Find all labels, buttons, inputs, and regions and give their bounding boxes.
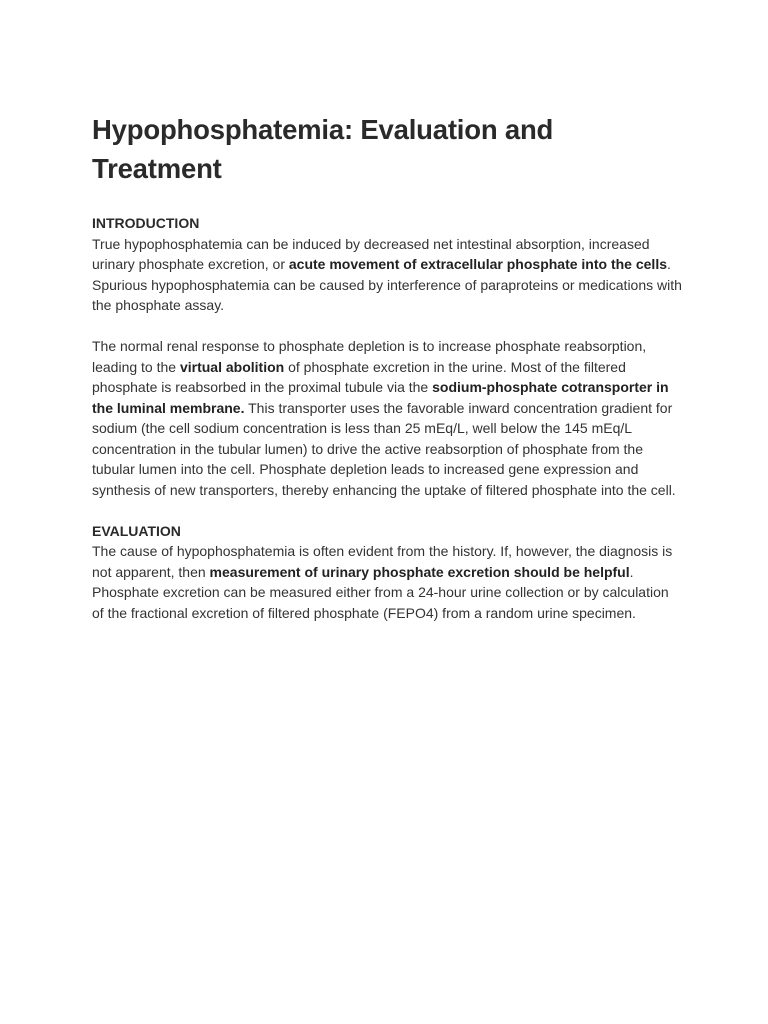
text-run: This transporter uses the favorable inward concentration gradient for sodium (the cell sodium concentration is less than 25 mEq/L, well below the 145 mEq/L concentration in the tubular lumen) to drive the active reabsorption of phosphate from the tubular lumen into the cell. Phosphate depletion leads to increased gene expression and synthesis of new transporters, thereby enhancing the uptake of filtered phosphate into the cell. — [92, 399, 676, 498]
text-run: . Spurious hypophosphatemia can be caused by interference of paraproteins or medications with the phosphate assay. — [92, 256, 682, 313]
bold-text-run: measurement of urinary phosphate excretion should be helpful — [209, 563, 630, 580]
text-run: of phosphate excretion in the urine. Most of the filtered phosphate is reabsorbed in the proximal tubule via the — [92, 358, 626, 395]
paragraph-gap — [92, 500, 682, 521]
paragraph-gap — [92, 316, 682, 337]
text-run: True hypophosphatemia can be induced by decreased net intestinal absorption, increased urinary phosphate excretion, or — [92, 235, 650, 272]
bold-text-run: sodium-phosphate cotransporter in the luminal membrane. — [92, 379, 669, 416]
intro-paragraph-2 — [92, 336, 682, 500]
text-run: . Phosphate excretion can be measured either from a 24-hour urine collection or by calculation of the fractional excretion of filtered phosphate (FEPO4) from a random urine specimen. — [92, 563, 669, 621]
intro-paragraph-1 — [92, 234, 682, 316]
section-heading-evaluation: EVALUATION — [92, 522, 181, 539]
section-heading-introduction: INTRODUCTION — [92, 215, 200, 231]
text-run: The cause of hypophosphatemia is often evident from the history. If, however, the diagnosis is not apparent, then — [92, 543, 673, 580]
bold-text-run: virtual abolition — [179, 358, 285, 375]
document-title: Hypophosphatemia: Evaluation and Treatment — [92, 114, 554, 184]
document-page — [92, 110, 682, 623]
text-run: The normal renal response to phosphate depletion is to increase phosphate reabsorption, leading to the — [92, 338, 647, 375]
evaluation-paragraph-1 — [92, 541, 682, 623]
bold-text-run: acute movement of extracellular phosphate into the cells — [288, 256, 667, 272]
